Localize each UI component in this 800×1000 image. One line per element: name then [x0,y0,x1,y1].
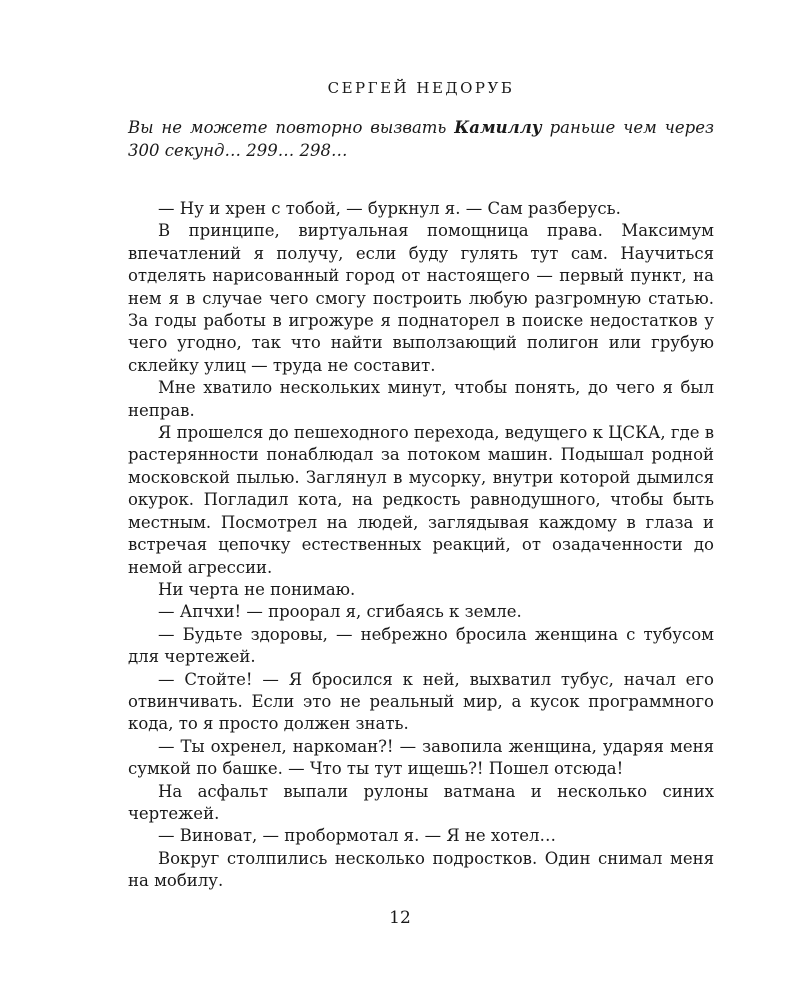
system-message-before: Вы не можете повторно вызвать [128,118,455,137]
system-message [128,116,714,162]
paragraph: Ни черта не понимаю. [158,579,356,599]
paragraph: В принципе, виртуальная помощница права. Максимум впечатлений я получу, если буду гулять тут сам. Научиться отделять нарисованный город от настоящего — первый пункт, на нем я в случае чего смогу построить любую разгромную статью. За годы работы в игрожуре я поднаторел в поиске недостатков у чего угодно, так что найти выползающий полигон или грубую склейку улиц — труда не составит. [128,221,714,375]
system-message-name: Камиллу [454,118,542,137]
paragraph: — Ну и хрен с тобой, — буркнул я. — Сам разберусь. [158,199,621,218]
paragraph: — Ты охренел, наркоман?! — завопила женщина, ударяя меня сумкой по башке. — Что ты тут ищешь?! Пошел отсюда! [128,736,714,779]
paragraph: — Стойте! — Я бросился к ней, выхватил тубус, начал его отвинчивать. Если это не реальный мир, а кусок программного кода, то я просто должен знать. [128,669,714,734]
paragraph: — Апчхи! — проорал я, сгибаясь к земле. [158,602,522,622]
running-head: СЕРГЕЙ НЕДОРУБ [327,79,515,97]
paragraph: Я прошелся до пешеходного перехода, ведущего к ЦСКА, где в растерянности понаблюдал за потоком машин. Подышал родной московской пылью. Заглянул в мусорку, внутри которой дымился окурок. Погладил кота, на редкость равнодушного, чтобы быть местным. Посмотрел на людей, заглядывая каждому в глаза и встречая цепочку естественных реакций, от озадаченности до немой агрессии. [128,423,714,577]
page-number: 12 [389,908,411,928]
paragraph: На асфальт выпали рулоны ватмана и несколько синих чертежей. [128,781,714,823]
paragraph: Вокруг столпились несколько подростков. Один снимал меня на мобилу. [128,848,714,891]
paragraph: — Будьте здоровы, — небрежно бросила женщина с тубусом для чертежей. [128,624,714,667]
text-body [128,198,714,893]
system-message-after: раньше чем через 300 секунд… 299… 298… [128,118,714,160]
section-spacer [128,162,714,198]
paragraph: Мне хватило нескольких минут, чтобы понять, до чего я был неправ. [128,378,714,420]
paragraph: — Виноват, — пробормотал я. — Я не хотел… [158,826,557,846]
page-body [128,78,714,893]
